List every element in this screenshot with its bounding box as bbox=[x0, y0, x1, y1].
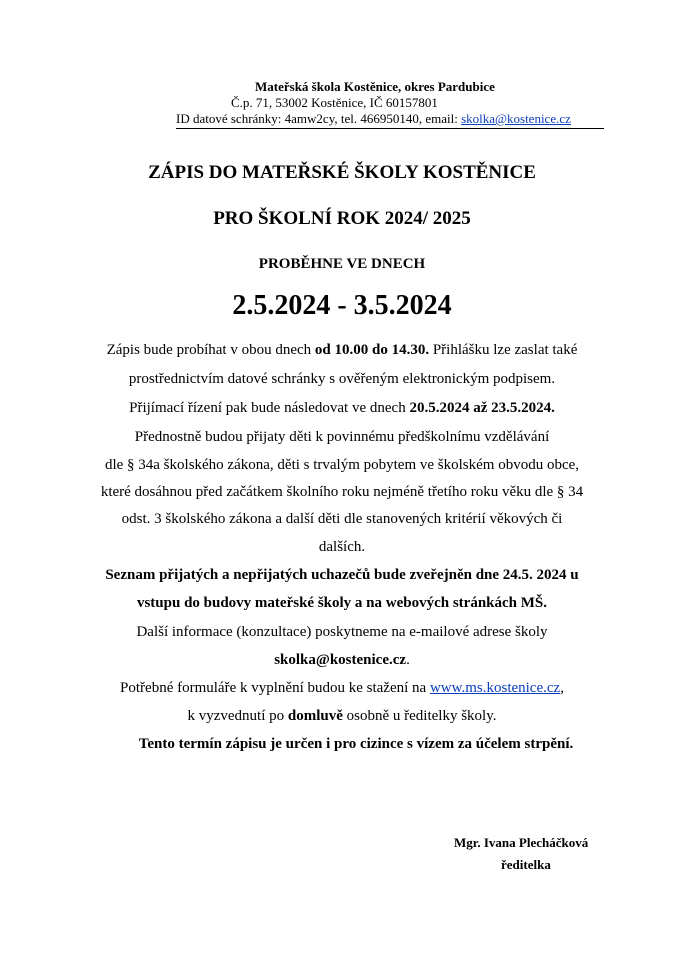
page-title: ZÁPIS DO MATEŘSKÉ ŠKOLY KOSTĚNICE bbox=[148, 162, 536, 183]
school-name: Mateřská škola Kostěnice, okres Pardubice bbox=[255, 79, 495, 94]
school-contact bbox=[176, 111, 571, 127]
school-address: Č.p. 71, 53002 Kostěnice, IČ 60157801 bbox=[231, 95, 438, 110]
appointment-bold: domluvě bbox=[287, 708, 343, 724]
text-span: Zápis bude probíhat v obou dnech bbox=[106, 342, 315, 358]
website-link[interactable]: www.ms.kostenice.cz bbox=[429, 680, 561, 696]
enrollment-dates: 2.5.2024 - 3.5.2024 bbox=[232, 290, 452, 321]
school-email-bold: skolka@kostenice.cz bbox=[274, 652, 407, 668]
body-line-6: které dosáhnou před začátkem školního roku nejméně třetího roku věku dle § 34 bbox=[100, 484, 584, 500]
body-line-3 bbox=[0, 400, 684, 417]
body-line-13 bbox=[0, 680, 684, 697]
body-line-14 bbox=[0, 708, 684, 725]
body-line-7: odst. 3 školského zákona a další děti dle stanovených kritérií věkových či bbox=[121, 511, 563, 527]
body-line-2: prostřednictvím datové schránky s ověřeným elektronickým podpisem. bbox=[128, 371, 556, 387]
body-line-8: dalších. bbox=[318, 539, 366, 555]
signature-role: ředitelka bbox=[501, 857, 551, 872]
body-line-15: Tento termín zápisu je určen i pro cizince s vízem za účelem strpění. bbox=[138, 736, 574, 752]
text-span: osobně u ředitelky školy. bbox=[342, 708, 497, 724]
body-line-10: vstupu do budovy mateřské školy a na webových stránkách MŠ. bbox=[136, 595, 548, 611]
text-span: Přijímací řízení pak bude následovat ve dnech bbox=[129, 400, 410, 416]
subtitle: PROBĚHNE VE DNECH bbox=[258, 256, 426, 272]
admission-dates-bold: 20.5.2024 až 23.5.2024. bbox=[409, 400, 555, 416]
hours-bold: od 10.00 do 14.30. bbox=[314, 342, 430, 358]
header-email-link[interactable]: skolka@kostenice.cz bbox=[461, 111, 571, 126]
contact-text: ID datové schránky: 4amw2cy, tel. 466950140, email: bbox=[176, 111, 462, 126]
body-line-12 bbox=[0, 652, 684, 669]
body-line-9: Seznam přijatých a nepřijatých uchazečů bude zveřejněn dne 24.5. 2024 u bbox=[105, 567, 579, 583]
body-line-4: Přednostně budou přijaty děti k povinnému předškolnímu vzdělávání bbox=[134, 429, 550, 445]
text-span: Přihlášku lze zaslat také bbox=[429, 342, 578, 358]
text-span: Potřebné formuláře k vyplnění budou ke stažení na bbox=[120, 680, 430, 696]
body-line-1 bbox=[0, 342, 684, 359]
header-divider bbox=[176, 128, 604, 129]
body-line-5: dle § 34a školského zákona, děti s trvalým pobytem ve školském obvodu obce, bbox=[104, 457, 580, 473]
body-line-11: Další informace (konzultace) poskytneme na e-mailové adrese školy bbox=[136, 624, 548, 640]
signature-name: Mgr. Ivana Plecháčková bbox=[454, 835, 589, 850]
school-year-title: PRO ŠKOLNÍ ROK 2024/ 2025 bbox=[213, 208, 471, 229]
text-span: . bbox=[406, 652, 410, 668]
text-span: k vyzvednutí po bbox=[187, 708, 288, 724]
text-span: , bbox=[560, 680, 564, 696]
